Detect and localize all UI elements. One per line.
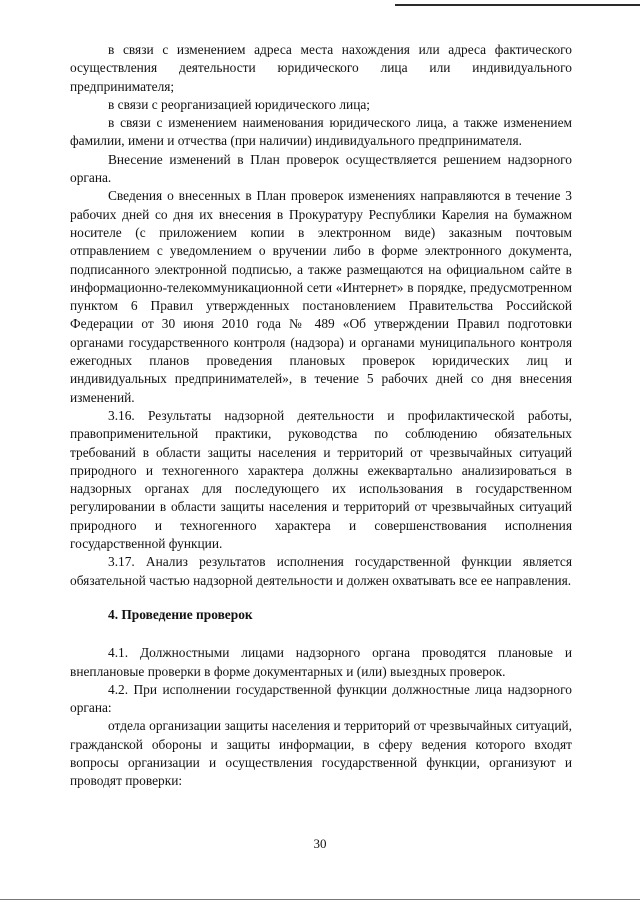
spacer [70,624,572,644]
paragraphs-before-heading [70,41,572,590]
paragraph: в связи с реорганизацией юридического лица; [108,96,371,112]
paragraph: в связи с изменением адреса места нахождения или адреса фактического осуществления деятельности юридического лица или индивидуального предпринимателя; [70,42,572,94]
top-edge-rule [395,4,640,6]
page-number: 30 [313,836,327,851]
paragraph: в связи с изменением наименования юридического лица, а также изменением фамилии, имени и отчества (при наличии) индивидуального предпринимателя. [70,115,572,149]
document-page [70,41,572,791]
paragraph: отдела организации защиты населения и территорий от чрезвычайных ситуаций, гражданской обороны и защиты информации, в сферу ведения которого входят вопросы организации и осуществления государственной функции, организуют и проводят проверки: [70,718,572,789]
spacer [70,590,572,606]
paragraph: 4.2. При исполнении государственной функции должностные лица надзорного органа: [70,681,572,716]
bottom-edge-rule [0,899,640,900]
section-heading: 4. Проведение проверок [108,606,253,622]
paragraphs-after-heading [70,644,572,790]
paragraph: Сведения о внесенных в План проверок изменениях направляются в течение 3 рабочих дней со дня их внесения в Прокуратуру Республики Карелия на бумажном носителе (с приложением копии в электронном виде) заказным почтовым отправлением с уведомлением о вручении либо в форме электронного документа, подписанного электронной подписью, а также размещаются на официальном сайте в информационно-телекоммуникационной сети «Интернет» в порядке, предусмотренном пунктом 6 Правил утвержденных постановлением Правительства Российской Федерации от 30 июня 2010 года № 489 «Об утверждении Правил подготовки органами государственного контроля (надзора) и органами муниципального контроля ежегодных планов проведения плановых проверок юридических лиц и индивидуальных предпринимателей», в течение 5 рабочих дней со дня внесения изменений. [70,188,572,405]
paragraph: Внесение изменений в План проверок осуществляется решением надзорного органа. [70,151,572,186]
paragraph: 3.17. Анализ результатов исполнения государственной функции является обязательной частью надзорной деятельности и должен охватывать все ее направления. [70,554,572,588]
paragraph: 3.16. Результаты надзорной деятельности и профилактической работы, правоприменительной практики, руководства по соблюдению обязательных требований в области защиты населения и территорий от чрезвычайных ситуаций природного и техногенного характера должны ежеквартально анализироваться в надзорных органах для последующего их использования в государственном регулировании в области защиты населения и территорий от чрезвычайных ситуаций природного и техногенного характера и совершенствования исполнения государственной функции. [70,407,572,552]
paragraph: 4.1. Должностными лицами надзорного органа проводятся плановые и внеплановые проверки в форме документарных и (или) выездных проверок. [70,645,572,679]
